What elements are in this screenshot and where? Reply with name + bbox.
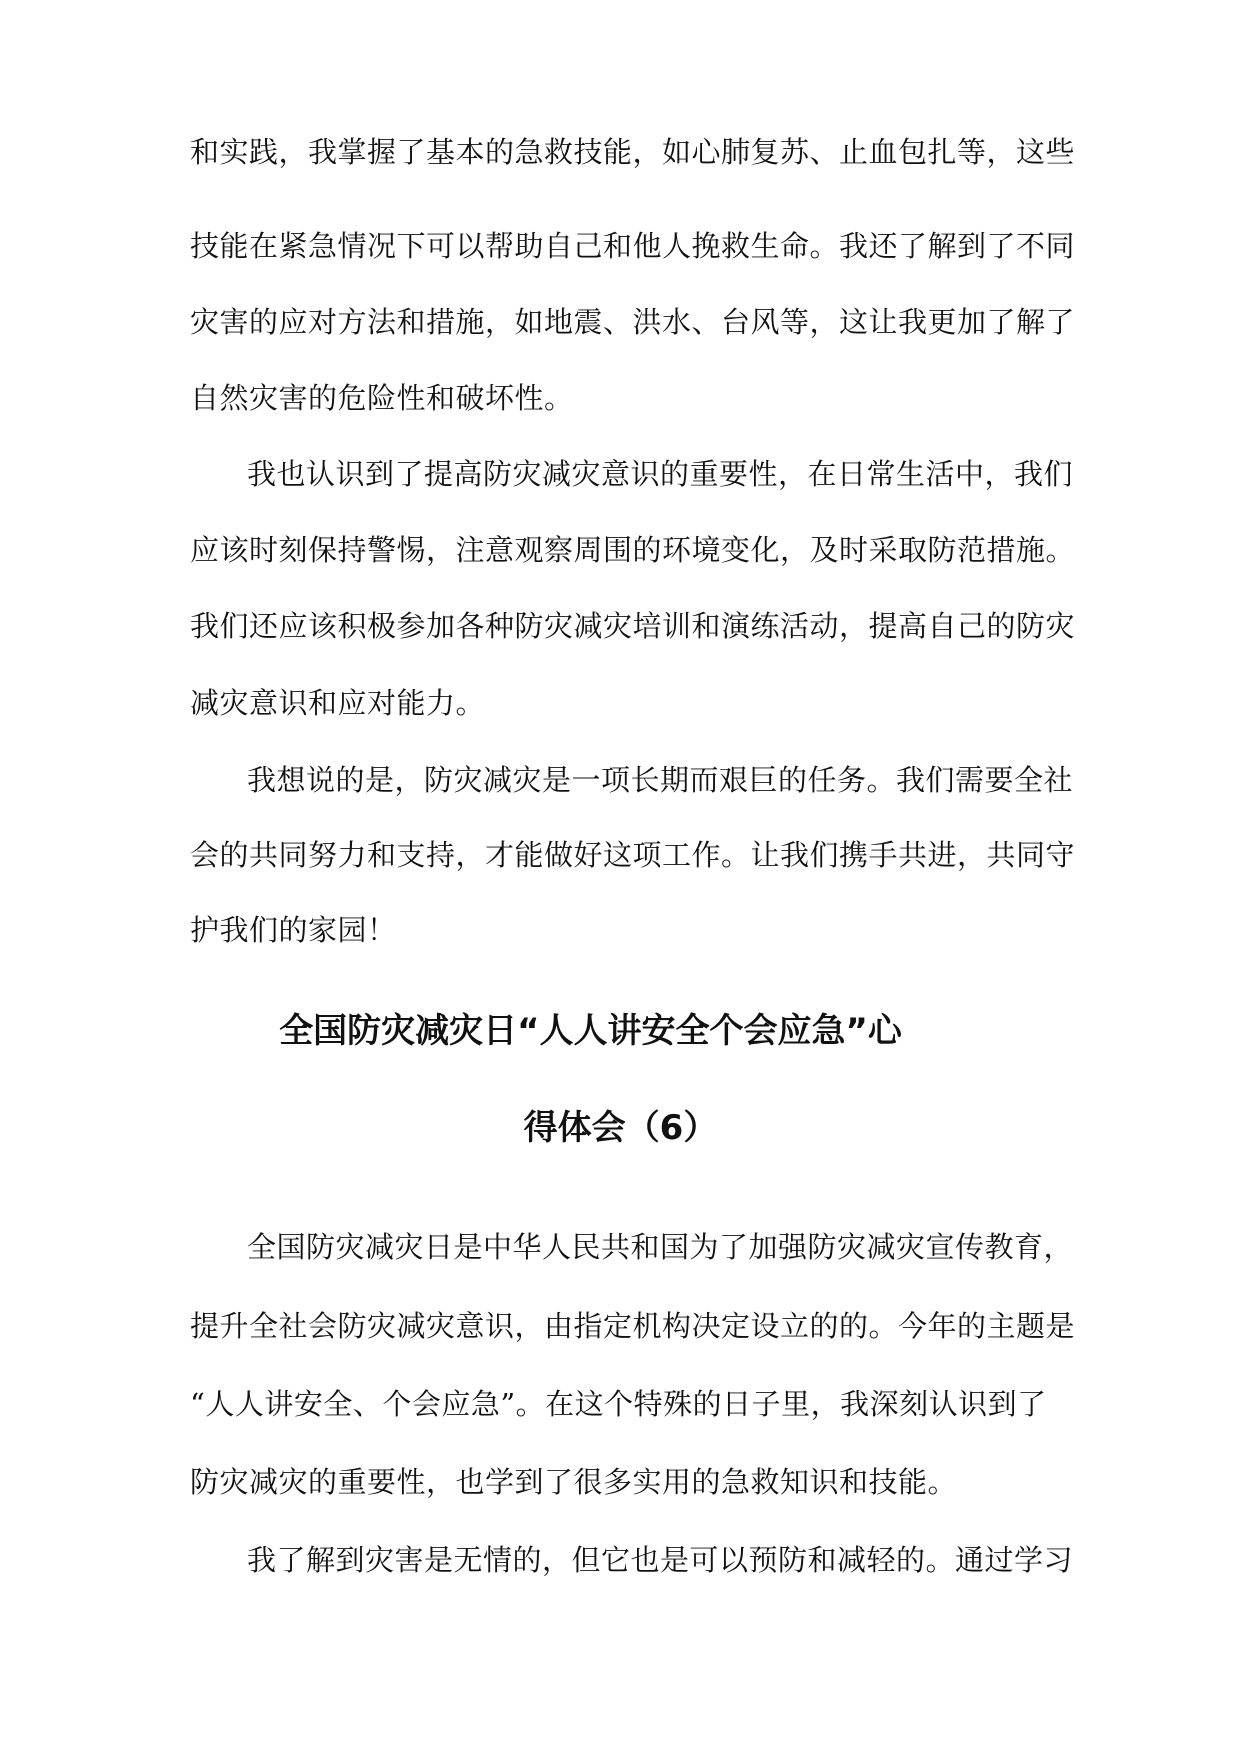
paragraph-line: 防灾减灾的重要性，也学到了很多实用的急救知识和技能。 [190, 1465, 958, 1499]
section-heading-line-1 [0, 1007, 1241, 1055]
paragraph-line: 和实践，我掌握了基本的急救技能，如心肺复苏、止血包扎等，这些 [190, 135, 1076, 169]
paragraph-line: 全国防灾减灾日是中华人民共和国为了加强防灾减灾宣传教育， [247, 1230, 1074, 1264]
paragraph-line: 会的共同努力和支持，才能做好这项工作。让我们携手共进，共同守 [190, 838, 1076, 872]
paragraph-line: 灾害的应对方法和措施，如地震、洪水、台风等，这让我更加了解了 [190, 305, 1076, 339]
paragraph-line: 减灾意识和应对能力。 [190, 686, 486, 720]
paragraph-line: 我也认识到了提高防灾减灾意识的重要性，在日常生活中，我们 [247, 457, 1074, 491]
paragraph-line: 应该时刻保持警惕，注意观察周围的环境变化，及时采取防范措施。 [190, 533, 1076, 567]
paragraph-line: 提升全社会防灾减灾意识，由指定机构决定设立的的。今年的主题是 [190, 1309, 1076, 1343]
paragraph-line: “人人讲安全、个会应急”。在这个特殊的日子里，我深刻认识到了 [190, 1387, 1047, 1421]
paragraph-line: 我想说的是，防灾减灾是一项长期而艰巨的任务。我们需要全社 [247, 763, 1074, 797]
paragraph-line: 我们还应该积极参加各种防灾减灾培训和演练活动，提高自己的防灾 [190, 609, 1076, 643]
paragraph-line: 护我们的家园！ [190, 913, 397, 947]
heading-text: 全国防灾减灾日“人人讲安全个会应急”心 [279, 1011, 902, 1051]
paragraph-line: 自然灾害的危险性和破坏性。 [190, 381, 574, 415]
paragraph-line: 技能在紧急情况下可以帮助自己和他人挽救生命。我还了解到了不同 [190, 229, 1076, 263]
heading-text: 得体会（6） [523, 1108, 718, 1148]
section-heading-line-2 [0, 1104, 1241, 1152]
paragraph-line: 我了解到灾害是无情的，但它也是可以预防和减轻的。通过学习 [247, 1543, 1074, 1577]
